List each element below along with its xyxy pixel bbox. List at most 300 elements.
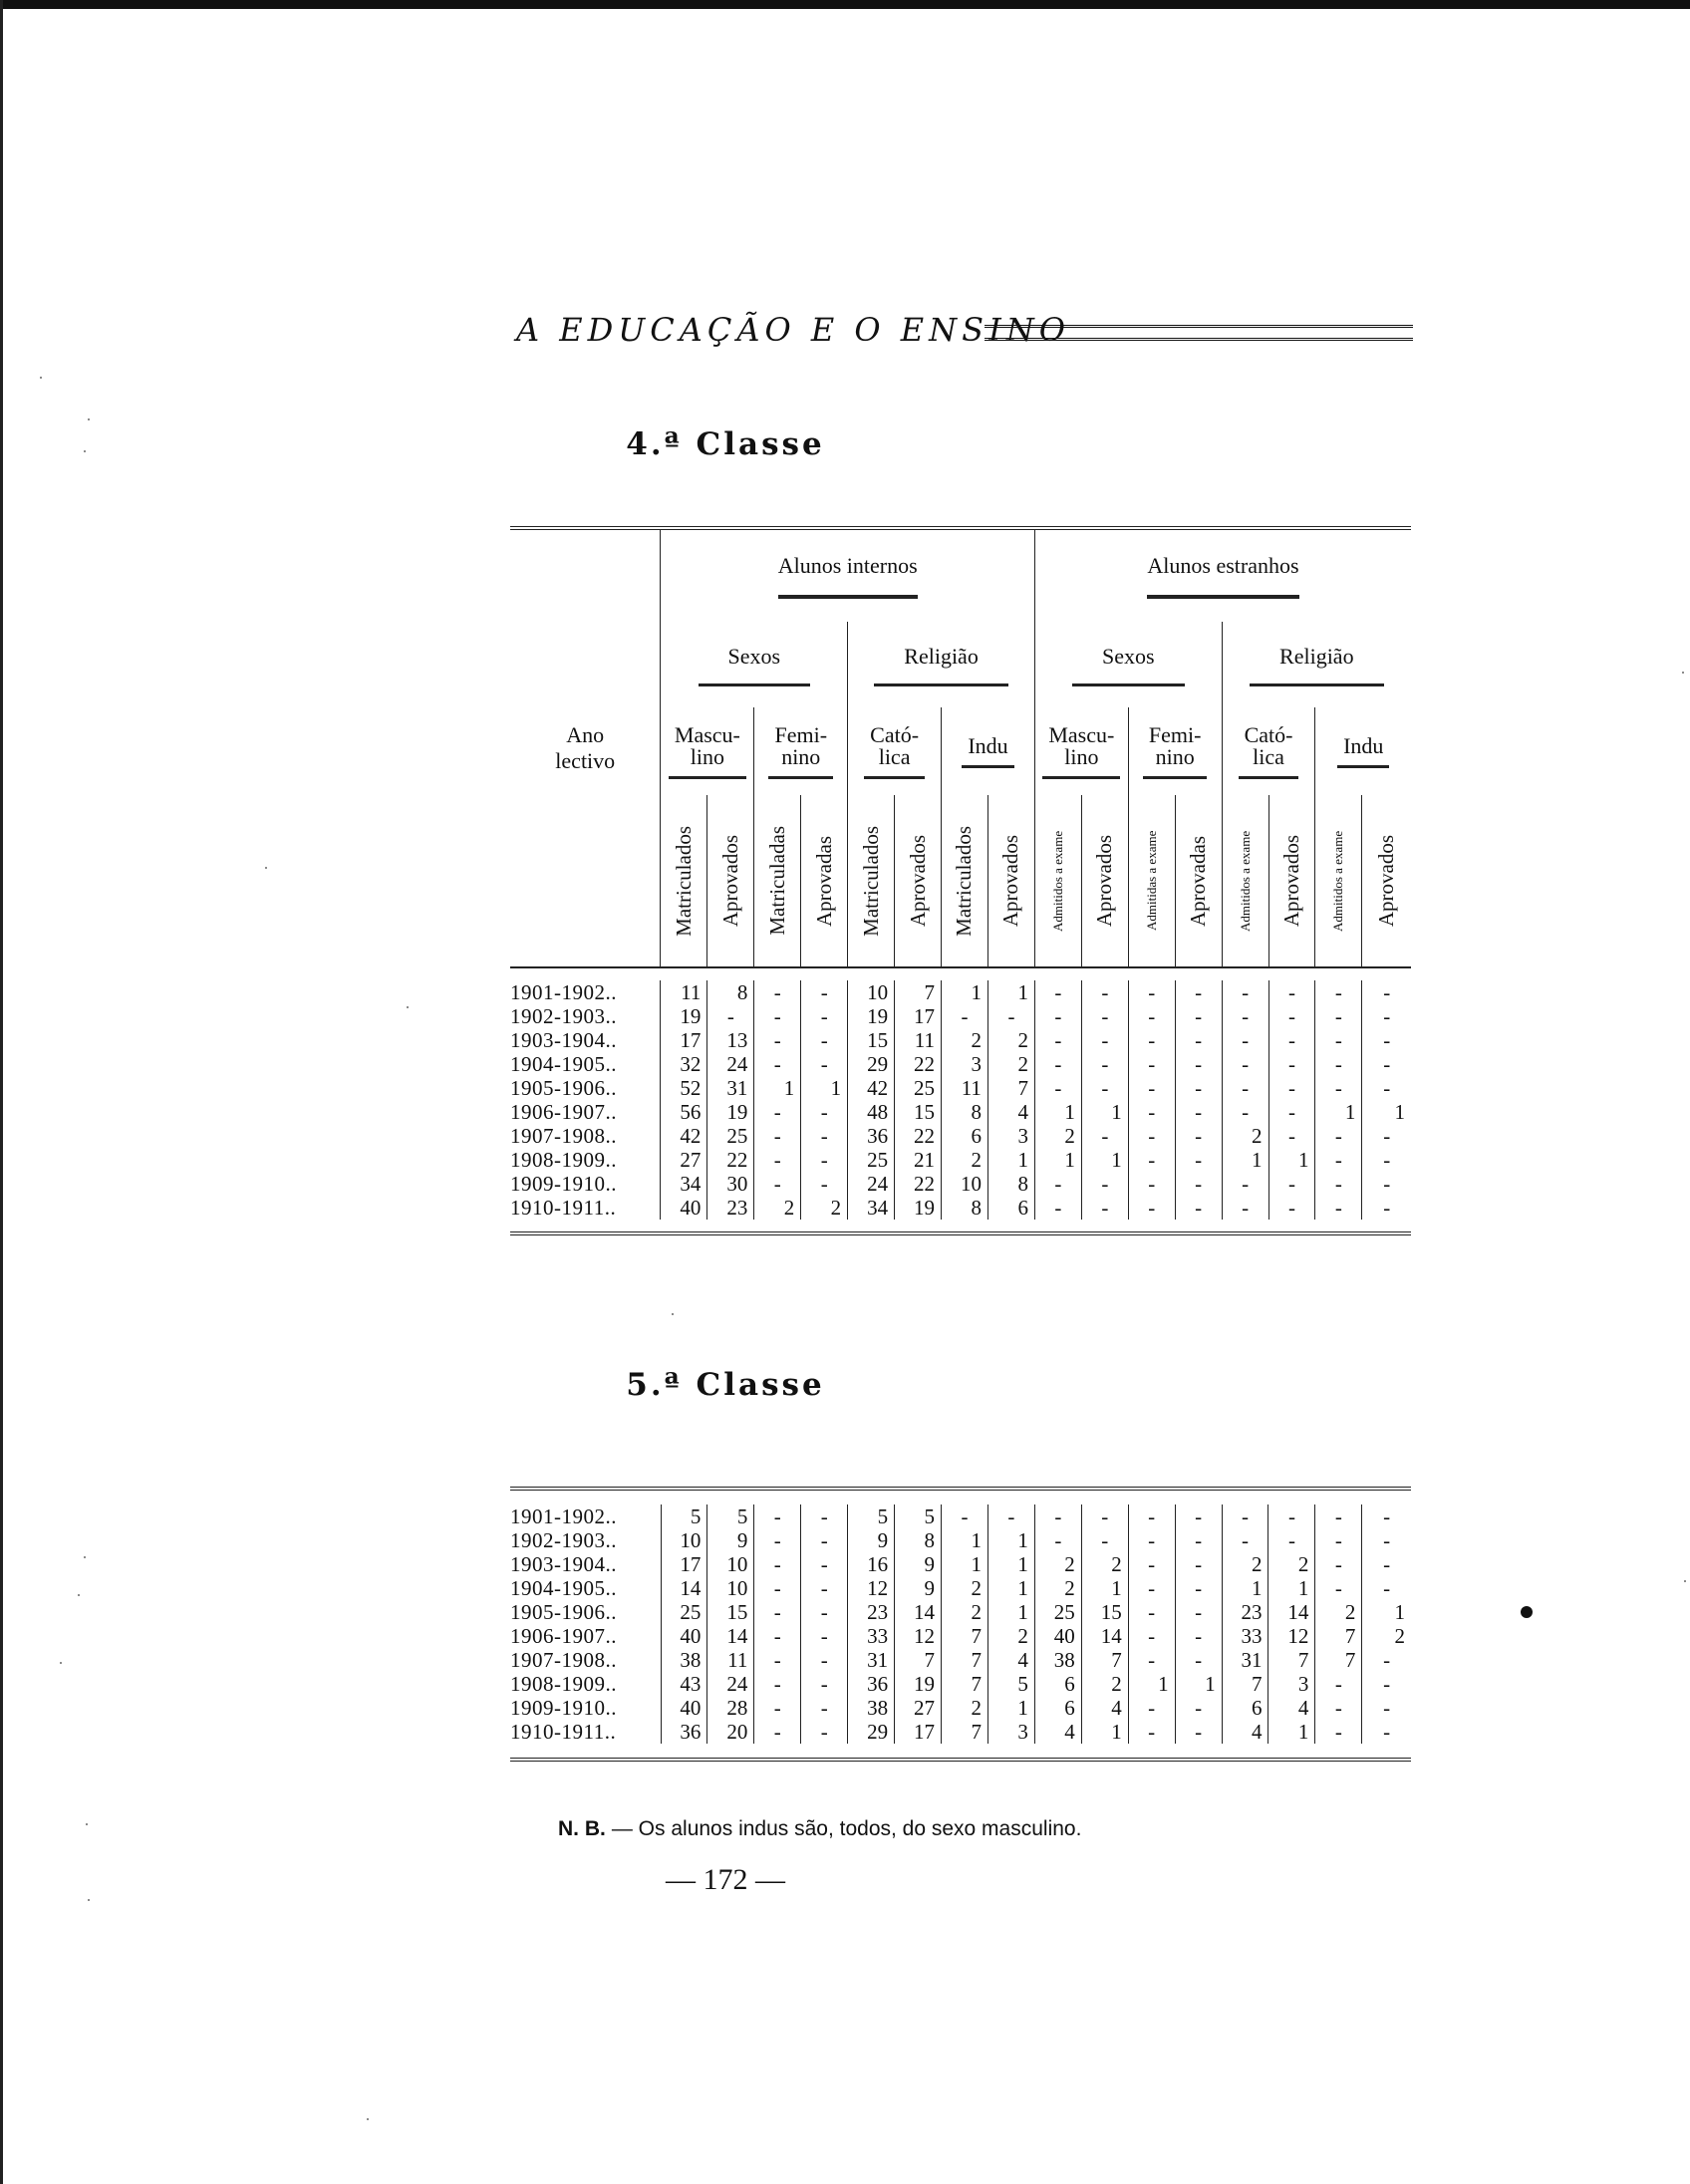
table-row	[510, 1624, 1411, 1648]
scan-top-border	[0, 0, 1690, 9]
table-cell: 36	[848, 1124, 895, 1148]
header-indu-estranhos: Indu	[1315, 707, 1411, 795]
column-header: Admitidas a exame	[1128, 795, 1175, 967]
table-cell: -	[754, 1624, 801, 1648]
table-cell: -	[1222, 1504, 1268, 1528]
table-cell: -	[1362, 1672, 1411, 1696]
table-cell: 1	[942, 1552, 988, 1576]
table-cell: -	[1315, 1672, 1362, 1696]
table-cell: 7	[942, 1648, 988, 1672]
column-header: Aprovados	[895, 795, 942, 967]
table-cell: 7	[895, 980, 942, 1004]
table-cell: -	[1128, 1124, 1175, 1148]
table-cell: -	[1268, 1124, 1315, 1148]
table-cell: 48	[848, 1100, 895, 1124]
table-cell: 11	[942, 1076, 988, 1100]
table-cell: 21	[895, 1148, 942, 1172]
table-cell: -	[1222, 1076, 1268, 1100]
table-cell: 10	[707, 1552, 754, 1576]
table-cell: 24	[707, 1672, 754, 1696]
row-year: 1901-1902..	[510, 1504, 617, 1528]
table-row	[510, 1172, 1411, 1196]
table-cell: -	[1362, 1172, 1411, 1196]
table-cell: 42	[848, 1076, 895, 1100]
table-cell: -	[1175, 1624, 1222, 1648]
header-alunos-internos: Alunos internos	[661, 528, 1034, 622]
table-cell: -	[1222, 1528, 1268, 1552]
table-row	[510, 1696, 1411, 1720]
table-cell: -	[801, 1552, 848, 1576]
table-cell: -	[1128, 1576, 1175, 1600]
table-cell: 30	[707, 1172, 754, 1196]
table-cell: 10	[707, 1576, 754, 1600]
table-cell: 1	[1128, 1672, 1175, 1696]
table4-title: 4.ª Classe	[626, 426, 825, 462]
header-feminino-internos: Femi- nino	[754, 707, 848, 795]
table-cell: 31	[707, 1076, 754, 1100]
table-cell: 25	[707, 1124, 754, 1148]
footnote	[558, 1817, 1081, 1841]
table-cell: -	[1222, 1100, 1268, 1124]
table-cell: -	[1268, 1076, 1315, 1100]
table-cell: 1	[942, 980, 988, 1004]
table-cell: 2	[754, 1196, 801, 1220]
row-year: 1906-1907..	[510, 1100, 617, 1124]
table-cell: -	[1081, 1196, 1128, 1220]
column-header: Matriculados	[942, 795, 988, 967]
table-cell: -	[1362, 1148, 1411, 1172]
table-cell: 1	[1315, 1100, 1362, 1124]
table-cell: -	[1315, 1696, 1362, 1720]
table-cell: 14	[707, 1624, 754, 1648]
table-cell: -	[1081, 1124, 1128, 1148]
table-cell: -	[801, 980, 848, 1004]
table-cell: 8	[942, 1196, 988, 1220]
table-cell: -	[1128, 980, 1175, 1004]
table5-title: 5.ª Classe	[626, 1367, 825, 1403]
table-cell: -	[1175, 1196, 1222, 1220]
row-year: 1909-1910..	[510, 1696, 617, 1720]
table-cell: -	[1128, 1172, 1175, 1196]
table-cell: -	[987, 1004, 1034, 1028]
table-cell: -	[942, 1504, 988, 1528]
table-cell: -	[1175, 1052, 1222, 1076]
table-cell: -	[1128, 1148, 1175, 1172]
table-cell: -	[1034, 1172, 1081, 1196]
table-cell: -	[1175, 1600, 1222, 1624]
table-cell: 2	[1268, 1552, 1315, 1576]
table-cell: 15	[707, 1600, 754, 1624]
table-cell: 24	[707, 1052, 754, 1076]
table-cell: 17	[895, 1004, 942, 1028]
table-cell: -	[801, 1600, 848, 1624]
table-cell: 2	[942, 1028, 988, 1052]
table-cell: 38	[848, 1696, 895, 1720]
table-row	[510, 1528, 1411, 1552]
header-sexos-estranhos: Sexos	[1034, 622, 1222, 707]
table-cell: -	[1315, 1052, 1362, 1076]
table-cell: 10	[661, 1528, 707, 1552]
row-year: 1905-1906..	[510, 1600, 617, 1624]
table-cell: 1	[987, 1528, 1034, 1552]
running-head	[516, 299, 1413, 359]
table-cell: -	[801, 1528, 848, 1552]
table-cell: -	[1268, 980, 1315, 1004]
table-cell: 4	[1034, 1720, 1081, 1744]
row-year: 1910-1911..	[510, 1720, 617, 1744]
table-cell: 19	[895, 1672, 942, 1696]
table-cell: -	[801, 1004, 848, 1028]
table-cell: -	[1128, 1720, 1175, 1744]
table-cell: -	[754, 1600, 801, 1624]
table-cell: 19	[707, 1100, 754, 1124]
table-5a-classe	[510, 1487, 1411, 1762]
table-cell: -	[1315, 1076, 1362, 1100]
table-cell: 16	[848, 1552, 895, 1576]
table-cell: 19	[661, 1004, 707, 1028]
footnote-text: — Os alunos indus são, todos, do sexo masculino.	[611, 1817, 1082, 1840]
table-cell: -	[1362, 1052, 1411, 1076]
table-cell: 4	[987, 1100, 1034, 1124]
table-row	[510, 980, 1411, 1004]
table-cell: 2	[801, 1196, 848, 1220]
table-cell: 7	[987, 1076, 1034, 1100]
row-year: 1903-1904..	[510, 1028, 617, 1052]
table-cell: -	[1175, 1100, 1222, 1124]
table-cell: -	[1034, 1528, 1081, 1552]
table-row	[510, 1600, 1411, 1624]
table-cell: -	[1315, 1504, 1362, 1528]
table-cell: -	[1362, 1528, 1411, 1552]
table-cell: -	[754, 1528, 801, 1552]
table-cell: 4	[1268, 1696, 1315, 1720]
table-cell: 10	[848, 980, 895, 1004]
table-cell: 40	[661, 1196, 707, 1220]
table-cell: 7	[1081, 1648, 1128, 1672]
table-cell: -	[1175, 1720, 1222, 1744]
table-cell: -	[1315, 1124, 1362, 1148]
table-cell: 20	[707, 1720, 754, 1744]
table-cell: -	[1081, 1028, 1128, 1052]
table-cell: -	[1222, 1052, 1268, 1076]
table-cell: 1	[1362, 1100, 1411, 1124]
table-cell: 6	[987, 1196, 1034, 1220]
table-cell: 15	[848, 1028, 895, 1052]
table-cell: -	[1128, 1648, 1175, 1672]
table-cell: -	[754, 1100, 801, 1124]
table-cell: 2	[942, 1576, 988, 1600]
table-cell: -	[1081, 980, 1128, 1004]
table-cell: -	[754, 1672, 801, 1696]
table-cell: -	[1034, 1504, 1081, 1528]
table-cell: 9	[707, 1528, 754, 1552]
table-row	[510, 1148, 1411, 1172]
table-row	[510, 1504, 1411, 1528]
table-cell: -	[801, 1576, 848, 1600]
table-cell: -	[754, 1504, 801, 1528]
table-cell: 1	[1268, 1576, 1315, 1600]
row-year: 1908-1909..	[510, 1148, 617, 1172]
table-cell: -	[1128, 1528, 1175, 1552]
table-cell: 1	[754, 1076, 801, 1100]
table-cell: 56	[661, 1100, 707, 1124]
column-header: Aprovadas	[1175, 795, 1222, 967]
table-cell: 11	[707, 1648, 754, 1672]
table-cell: -	[754, 1004, 801, 1028]
table-cell: -	[1175, 1504, 1222, 1528]
table-cell: 36	[848, 1672, 895, 1696]
table-cell: -	[1268, 1100, 1315, 1124]
table-cell: -	[754, 1028, 801, 1052]
table-cell: -	[1268, 1028, 1315, 1052]
running-head-rule	[985, 325, 1413, 341]
table-cell: 5	[895, 1504, 942, 1528]
table-cell: -	[801, 1028, 848, 1052]
table-cell: -	[1315, 1720, 1362, 1744]
table-cell: 12	[1268, 1624, 1315, 1648]
table-cell: 3	[942, 1052, 988, 1076]
table-cell: 7	[942, 1672, 988, 1696]
table-cell: 5	[987, 1672, 1034, 1696]
table-cell: 14	[1268, 1600, 1315, 1624]
row-year: 1910-1911..	[510, 1196, 617, 1220]
row-year: 1907-1908..	[510, 1648, 617, 1672]
column-header: Aprovados	[1081, 795, 1128, 967]
table-cell: -	[1315, 1576, 1362, 1600]
header-sexos-internos: Sexos	[661, 622, 848, 707]
table-cell: 29	[848, 1052, 895, 1076]
table-cell: 22	[707, 1148, 754, 1172]
table-cell: -	[1362, 980, 1411, 1004]
table-cell: 1	[1222, 1576, 1268, 1600]
running-head-title: A EDUCAÇÃO E O ENSINO	[516, 311, 1070, 349]
table-cell: -	[801, 1648, 848, 1672]
table-cell: -	[801, 1696, 848, 1720]
table-cell: -	[1175, 1552, 1222, 1576]
table-cell: -	[1034, 1076, 1081, 1100]
table-cell: 14	[661, 1576, 707, 1600]
table-cell: 1	[987, 1148, 1034, 1172]
table-row	[510, 1196, 1411, 1220]
table-cell: 14	[895, 1600, 942, 1624]
table-cell: 2	[1315, 1600, 1362, 1624]
table-cell: -	[754, 1148, 801, 1172]
table-cell: -	[1362, 1004, 1411, 1028]
table-cell: -	[754, 1552, 801, 1576]
row-year: 1904-1905..	[510, 1052, 617, 1076]
table-cell: -	[1034, 1196, 1081, 1220]
table-cell: -	[1268, 1172, 1315, 1196]
table-cell: -	[1128, 1552, 1175, 1576]
table-cell: 2	[1222, 1552, 1268, 1576]
table-row	[510, 1076, 1411, 1100]
table-cell: 7	[942, 1624, 988, 1648]
table-4a-classe	[510, 526, 1411, 1235]
table-cell: 2	[987, 1624, 1034, 1648]
column-header: Aprovados	[1362, 795, 1411, 967]
table-cell: 23	[1222, 1600, 1268, 1624]
header-catolica-estranhos: Cató- lica	[1222, 707, 1315, 795]
table-cell: 2	[1081, 1552, 1128, 1576]
column-header: Admitidos a exame	[1034, 795, 1081, 967]
table-row	[510, 1576, 1411, 1600]
table-cell: 31	[848, 1648, 895, 1672]
table-cell: 24	[848, 1172, 895, 1196]
table-cell: 25	[895, 1076, 942, 1100]
table-cell: 34	[848, 1196, 895, 1220]
table-cell: 11	[895, 1028, 942, 1052]
table-cell: -	[1362, 1504, 1411, 1528]
table-cell: -	[1315, 1196, 1362, 1220]
table-row	[510, 1720, 1411, 1744]
table-cell: -	[1128, 1504, 1175, 1528]
table-cell: 36	[661, 1720, 707, 1744]
row-year: 1902-1903..	[510, 1528, 617, 1552]
table-cell: 15	[895, 1100, 942, 1124]
table-cell: -	[801, 1148, 848, 1172]
table-cell: 38	[661, 1648, 707, 1672]
table-cell: -	[1268, 1004, 1315, 1028]
table-row	[510, 1672, 1411, 1696]
header-alunos-estranhos: Alunos estranhos	[1034, 528, 1411, 622]
table-cell: 8	[707, 980, 754, 1004]
column-header: Matriculados	[848, 795, 895, 967]
table-cell: -	[801, 1672, 848, 1696]
table-cell: 2	[1362, 1624, 1411, 1648]
table-cell: 1	[1268, 1720, 1315, 1744]
table-cell: 2	[1034, 1576, 1081, 1600]
table-cell: 13	[707, 1028, 754, 1052]
header-indu-internos: Indu	[942, 707, 1035, 795]
table-cell: 1	[942, 1528, 988, 1552]
table-cell: 7	[1315, 1624, 1362, 1648]
table-cell: -	[1362, 1696, 1411, 1720]
table-cell: -	[1081, 1528, 1128, 1552]
table-cell: 1	[1081, 1100, 1128, 1124]
table-cell: -	[1081, 1172, 1128, 1196]
table-cell: -	[1081, 1076, 1128, 1100]
table-cell: -	[754, 1052, 801, 1076]
table-cell: 1	[1081, 1576, 1128, 1600]
footnote-label: N. B.	[558, 1817, 606, 1840]
table-cell: -	[1175, 1528, 1222, 1552]
table-cell: -	[1034, 980, 1081, 1004]
table-cell: 1	[1175, 1672, 1222, 1696]
table-cell: -	[1315, 1028, 1362, 1052]
header-feminino-estranhos: Femi- nino	[1128, 707, 1222, 795]
table-cell: -	[1128, 1600, 1175, 1624]
table-cell: 1	[987, 980, 1034, 1004]
table-cell: -	[942, 1004, 988, 1028]
table-cell: -	[1175, 980, 1222, 1004]
table-cell: -	[1315, 1148, 1362, 1172]
table-cell: -	[1315, 1004, 1362, 1028]
table-cell: -	[801, 1052, 848, 1076]
table-cell: -	[1175, 1172, 1222, 1196]
table-cell: -	[1034, 1004, 1081, 1028]
table-cell: -	[1128, 1100, 1175, 1124]
scan-left-border	[0, 0, 3, 2184]
table-cell: 4	[987, 1648, 1034, 1672]
table-cell: 14	[1081, 1624, 1128, 1648]
table-cell: -	[1128, 1028, 1175, 1052]
table-cell: 22	[895, 1124, 942, 1148]
table-cell: 1	[1081, 1720, 1128, 1744]
table-cell: 6	[1034, 1672, 1081, 1696]
table-cell: -	[1362, 1576, 1411, 1600]
table-cell: -	[707, 1004, 754, 1028]
table-cell: -	[1034, 1052, 1081, 1076]
column-header: Aprovados	[1268, 795, 1315, 967]
table-cell: 1	[987, 1696, 1034, 1720]
table-cell: 1	[1362, 1600, 1411, 1624]
table-row	[510, 1028, 1411, 1052]
table-cell: -	[1362, 1076, 1411, 1100]
row-year: 1907-1908..	[510, 1124, 617, 1148]
header-ano-lectivo: Ano lectivo	[510, 528, 661, 967]
table-cell: 27	[895, 1696, 942, 1720]
table-cell: -	[754, 1576, 801, 1600]
table-cell: 12	[895, 1624, 942, 1648]
table-cell: 9	[895, 1576, 942, 1600]
table-row	[510, 1124, 1411, 1148]
table-cell: 7	[1222, 1672, 1268, 1696]
table-cell: 1	[1081, 1148, 1128, 1172]
row-year: 1905-1906..	[510, 1076, 617, 1100]
row-year: 1906-1907..	[510, 1624, 617, 1648]
table-cell: -	[1222, 1004, 1268, 1028]
table-cell: 4	[1222, 1720, 1268, 1744]
table-cell: 29	[848, 1720, 895, 1744]
table-cell: -	[1222, 1196, 1268, 1220]
table-cell: 2	[942, 1148, 988, 1172]
row-year: 1902-1903..	[510, 1004, 617, 1028]
table-cell: 40	[1034, 1624, 1081, 1648]
table-cell: 38	[1034, 1648, 1081, 1672]
table-cell: 3	[987, 1124, 1034, 1148]
table-cell: -	[754, 980, 801, 1004]
table-cell: 3	[987, 1720, 1034, 1744]
table-row	[510, 1100, 1411, 1124]
table-row	[510, 1004, 1411, 1028]
table-cell: -	[1175, 1148, 1222, 1172]
table-cell: -	[1081, 1504, 1128, 1528]
row-year: 1901-1902..	[510, 980, 617, 1004]
row-year: 1903-1904..	[510, 1552, 617, 1576]
table-cell: 8	[895, 1528, 942, 1552]
header-religiao-internos: Religião	[848, 622, 1035, 707]
table-cell: -	[754, 1648, 801, 1672]
table-cell: -	[1362, 1124, 1411, 1148]
table-cell: 9	[895, 1552, 942, 1576]
header-religiao-estranhos: Religião	[1222, 622, 1411, 707]
table-cell: 7	[942, 1720, 988, 1744]
table-cell: 31	[1222, 1648, 1268, 1672]
table-cell: 19	[848, 1004, 895, 1028]
table-cell: 2	[942, 1696, 988, 1720]
table-cell: 1	[987, 1600, 1034, 1624]
table-cell: -	[987, 1504, 1034, 1528]
table-cell: 3	[1268, 1672, 1315, 1696]
table-cell: 33	[1222, 1624, 1268, 1648]
header-catolica-internos: Cató- lica	[848, 707, 942, 795]
table-cell: -	[1128, 1052, 1175, 1076]
table-cell: 10	[942, 1172, 988, 1196]
table-cell: 5	[848, 1504, 895, 1528]
table-cell: 11	[661, 980, 707, 1004]
table-cell: -	[801, 1124, 848, 1148]
table-cell: 34	[661, 1172, 707, 1196]
